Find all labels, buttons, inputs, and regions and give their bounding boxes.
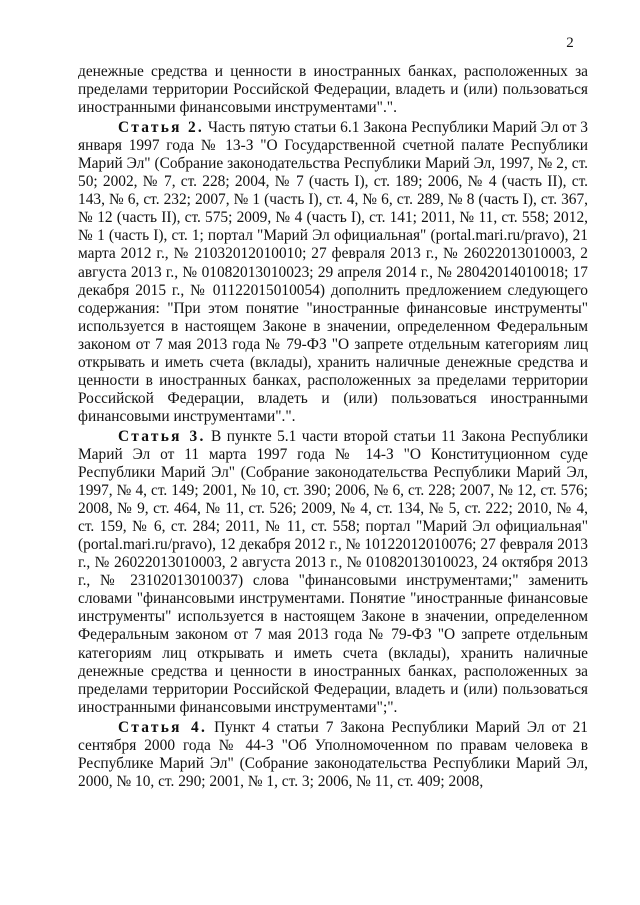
paragraph-text: В пункте 5.1 части второй статьи 11 Закона Республики Марий Эл от 11 марта 1997 года № 14-З "О Конституционном суде Республики Марий Эл" (Собрание законодательства Республики Марий Эл, 1997, № 4, ст. 149; 2001, № 10, ст. 390; 2006, № 6, ст. 228; 2007, № 12, ст. 576; 2008, № 9, ст. 464, № 11, ст. 526; 2009, № 4, ст. 134, № 5, ст. 222; 2010, № 4, ст. 159, № 6, ст. 284; 2011, № 11, ст. 558; портал "Марий Эл официальная" (portal.mari.ru/pravo), 12 декабря 2012 г., № 10122012010076; 27 февраля 2013 г., № 26022013010003, 2 августа 2013 г., № 01082013010023, 24 октября 2013 г., № 23102013010037) слова "финансовыми инструментами;" заменить словами "финансовыми инструментами. Понятие "иностранные финансовые инструменты" используется в настоящем Законе в значении, определенном Федеральным законом от 7 мая 2013 года № 79-ФЗ "О запрете отдельным категориям лиц открывать и иметь счета (вклады), хранить наличные денежные средства и ценности в иностранных банках, расположенных за пределами территории Российской Федерации, владеть и (или) пользоваться иностранными финансовыми инструментами";". (78, 427, 588, 716)
article-title: Статья 4. (118, 718, 208, 736)
article-title: Статья 2. (118, 119, 205, 137)
document-body (78, 63, 588, 793)
page-number: 2 (566, 35, 574, 51)
article-title: Статья 3. (118, 427, 206, 445)
paragraph-article-3 (78, 428, 588, 717)
paragraph-article-4 (78, 719, 588, 791)
paragraph-text: денежные средства и ценности в иностранных банках, расположенных за пределами территории Российской Федерации, владеть и (или) пользоваться иностранными финансовыми инструментами".". (78, 63, 588, 117)
paragraph-text: Часть пятую статьи 6.1 Закона Республики Марий Эл от 3 января 1997 года № 13-З "О Государственной счетной палате Республики Марий Эл" (Собрание законодательства Республики Марий Эл, 1997, № 2, ст. 50; 2002, № 7, ст. 228; 2004, № 7 (часть I), ст. 189; 2006, № 4 (часть II), ст. 143, № 6, ст. 232; 2007, № 1 (часть I), ст. 4, № 6, ст. 289, № 8 (часть I), ст. 367, № 12 (часть II), ст. 575; 2009, № 4 (часть I), ст. 141; 2011, № 11, ст. 558; 2012, № 1 (часть I), ст. 1; портал "Марий Эл официальная" (portal.mari.ru/pravo), 21 марта 2012 г., № 21032012010010; 27 февраля 2013 г., № 26022013010003, 2 августа 2013 г., № 01082013010023; 29 апреля 2014 г., № 28042014010018; 17 декабря 2015 г., № 01122015010054) дополнить предложением следующего содержания: "При этом понятие "иностранные финансовые инструменты" используется в настоящем Законе в значении, определенном Федеральным законом от 7 мая 2013 года № 79-ФЗ "О запрете отдельным категориям лиц открывать и иметь счета (вклады), хранить наличные денежные средства и ценности в иностранных банках, расположенных за пределами территории Российской Федерации, владеть и (или) пользоваться иностранными финансовыми инструментами".". (78, 119, 588, 425)
paragraph-text: Пункт 4 статьи 7 Закона Республики Марий Эл от 21 сентября 2000 года № 44-З "Об Уполномоченном по правам человека в Республике Марий Эл" (Собрание законодательства Республики Марий Эл, 2000, № 10, ст. 290; 2001, № 1, ст. 3; 2006, № 11, ст. 409; 2008, (78, 718, 588, 790)
paragraph-article-2 (78, 119, 588, 426)
paragraph-continuation (78, 63, 588, 117)
